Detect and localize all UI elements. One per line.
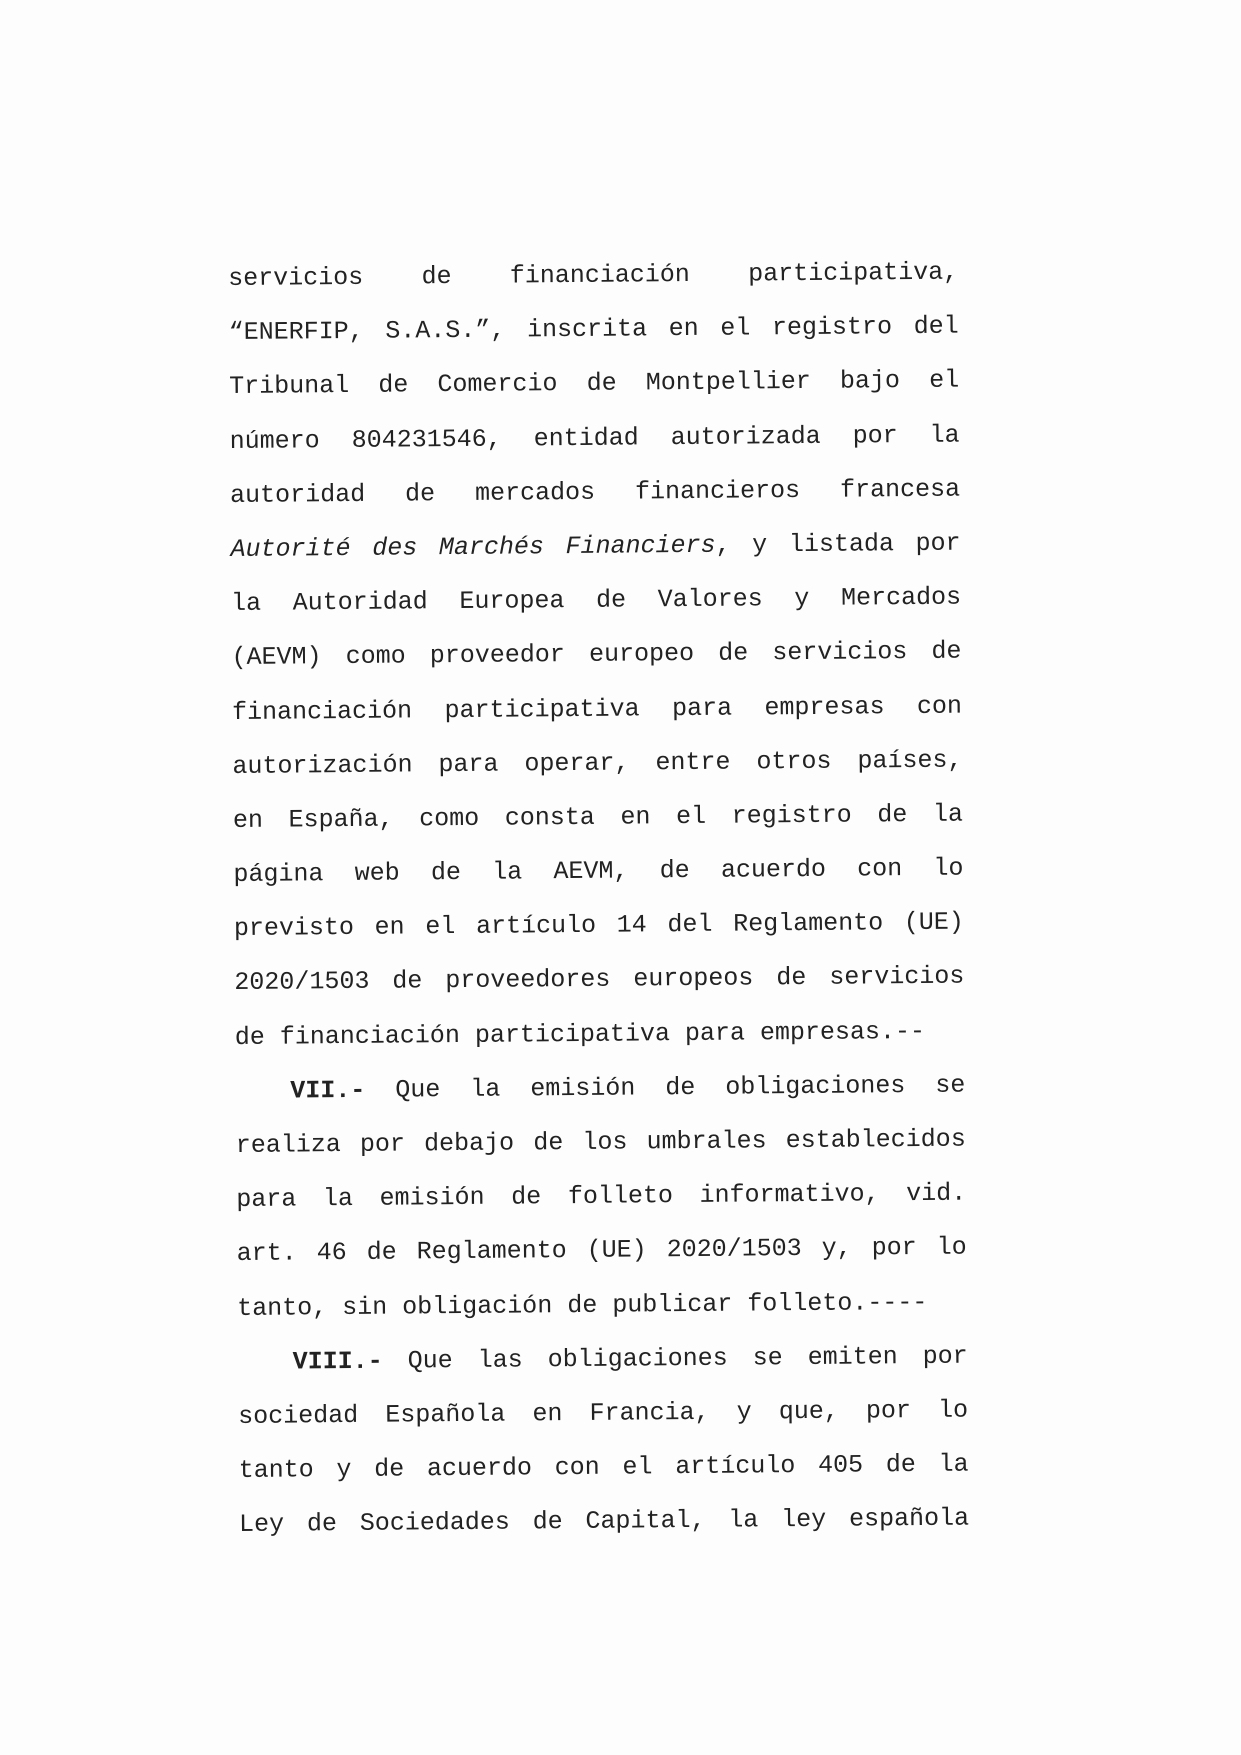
text-segment: autorización para operar, entre otros países, bbox=[232, 745, 963, 781]
text-line bbox=[238, 1384, 968, 1445]
text-segment: Ley de Sociedades de Capital, la ley española bbox=[238, 1503, 970, 1540]
italic-term: Autorité des Marchés Financiers bbox=[230, 530, 716, 564]
text-segment: “ENERFIP, S.A.S.”, inscrita en el registro del bbox=[228, 311, 959, 348]
text-segment: autoridad de mercados financieros francesa bbox=[229, 474, 961, 510]
text-segment: 2020/1503 de proveedores europeos de servicios bbox=[234, 962, 965, 998]
text-line bbox=[228, 300, 958, 361]
text-line bbox=[233, 787, 963, 848]
text-segment: sociedad Española en Francia, y que, por lo bbox=[238, 1395, 969, 1431]
text-line bbox=[230, 462, 960, 523]
text-line bbox=[236, 1113, 966, 1174]
text-line bbox=[232, 733, 962, 794]
text-segment: servicios de financiación participativa, bbox=[228, 257, 959, 293]
section-number: VIII.- bbox=[292, 1346, 383, 1377]
text-line bbox=[229, 408, 959, 469]
text-segment: tanto y de acuerdo con el artículo 405 de la bbox=[238, 1449, 969, 1486]
text-line bbox=[239, 1492, 969, 1553]
text-line bbox=[234, 896, 964, 957]
text-line bbox=[237, 1221, 967, 1282]
section-number: VII.- bbox=[290, 1075, 366, 1106]
text-segment: de financiación participativa para empresas.-- bbox=[234, 1016, 926, 1052]
text-line bbox=[229, 354, 959, 415]
text-line bbox=[230, 517, 960, 578]
text-segment: Que la emisión de obligaciones se bbox=[365, 1070, 966, 1105]
text-segment: previsto en el artículo 14 del Reglamento (UE) bbox=[233, 907, 965, 944]
text-segment: (AEVM) como proveedor europeo de servicios de bbox=[231, 636, 962, 673]
text-line bbox=[231, 625, 961, 686]
text-segment: Que las obligaciones se emiten por bbox=[382, 1341, 968, 1376]
text-line bbox=[235, 1058, 965, 1119]
text-segment: , y listada por bbox=[715, 528, 961, 560]
text-segment: la Autoridad Europea de Valores y Mercados bbox=[230, 582, 962, 619]
document-body bbox=[228, 246, 969, 1553]
text-segment: realiza por debajo de los umbrales establecidos bbox=[235, 1124, 966, 1160]
text-segment: tanto, sin obligación de publicar folleto.---- bbox=[237, 1287, 928, 1323]
text-segment: art. 46 de Reglamento (UE) 2020/1503 y, por lo bbox=[236, 1232, 967, 1269]
text-line bbox=[235, 1004, 965, 1065]
text-line bbox=[234, 950, 964, 1011]
text-segment: en España, como consta en el registro de la bbox=[232, 799, 964, 835]
text-segment: página web de la AEVM, de acuerdo con lo bbox=[233, 853, 964, 890]
text-line bbox=[233, 842, 963, 903]
text-line bbox=[232, 679, 962, 740]
text-line bbox=[228, 246, 958, 307]
text-line bbox=[238, 1438, 968, 1499]
text-segment: Tribunal de Comercio de Montpellier bajo el bbox=[229, 366, 960, 402]
text-line bbox=[237, 1329, 967, 1390]
text-segment: financiación participativa para empresas con bbox=[231, 691, 963, 727]
text-line bbox=[231, 571, 961, 632]
text-segment: para la emisión de folleto informativo, vid. bbox=[236, 1178, 967, 1215]
text-segment: número 804231546, entidad autorizada por la bbox=[229, 420, 960, 456]
text-line bbox=[236, 1167, 966, 1228]
text-line bbox=[237, 1275, 967, 1336]
